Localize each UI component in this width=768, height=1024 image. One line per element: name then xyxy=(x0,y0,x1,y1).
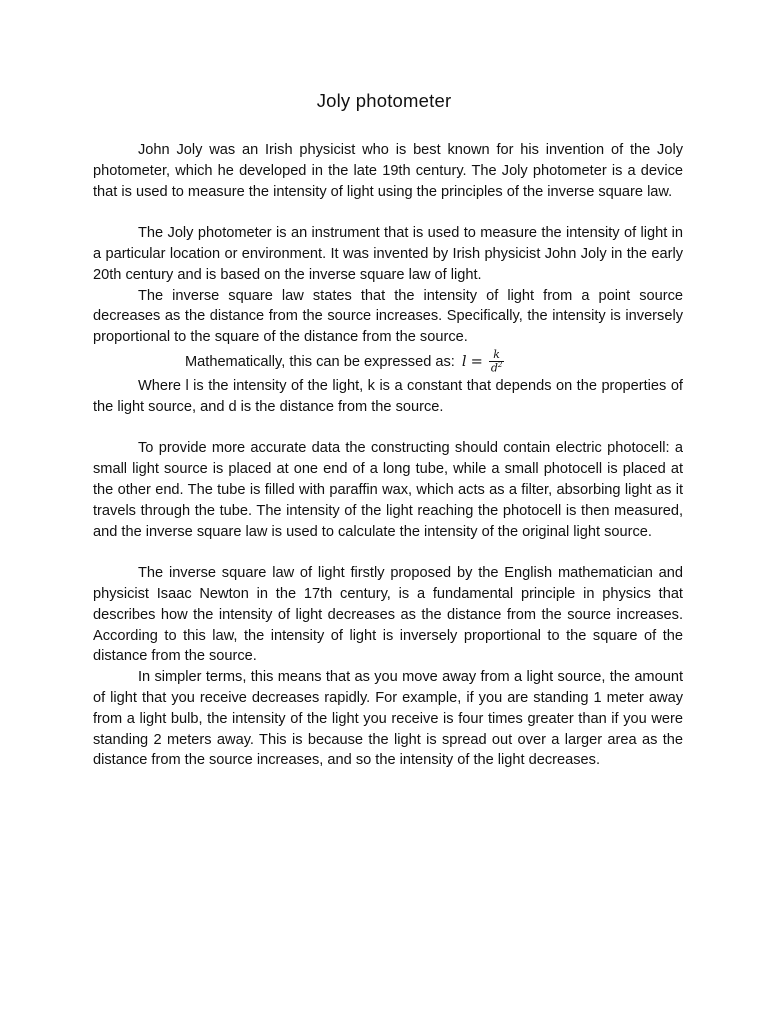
page-title: Joly photometer xyxy=(316,90,452,111)
formula-numerator: k xyxy=(493,348,500,362)
paragraph-photocell-construction: To provide more accurate data the constructing should contain electric photocell: a small light source is placed at one end of a long tube, while a small photocell is placed at the other end. The tube is filled with paraffin wax, which acts as a filter, absorbing light as it travels through the tube. The intensity of the light reaching the photocell is then measured, and the inverse square law is used to calculate the intensity of the original light source. xyxy=(93,440,683,540)
formula-denominator xyxy=(489,361,505,375)
formula-lhs: l xyxy=(461,353,467,371)
document-body xyxy=(93,140,683,771)
formula-equals: = xyxy=(470,353,483,371)
formula-line xyxy=(93,348,683,376)
formula-denominator-base: d xyxy=(490,361,498,375)
paragraph-simpler-terms: In simpler terms, this means that as you move away from a light source, the amount of light that you receive decreases rapidly. For example, if you are standing 1 meter away from a light bulb, the intensity of the light you receive is four times greater than if you were standing 2 meters away. This is because the light is spread out over a larger area as the distance from the source increases, and so the intensity of the light decreases. xyxy=(93,669,683,769)
paragraph-inverse-square-law: The inverse square law states that the intensity of light from a point source decreases as the distance from the source increases. Specifically, the intensity is inversely proportional to the square of the distance from the source. xyxy=(93,287,683,346)
formula-denominator-exponent: 2 xyxy=(497,361,503,370)
formula-intro: Mathematically, this can be expressed as: xyxy=(185,353,455,370)
paragraph-joly-intro: John Joly was an Irish physicist who is best known for his invention of the Joly photometer, which he developed in the late 19th century. The Joly photometer is a device that is used to measure the intensity of light using the principles of the inverse square law. xyxy=(93,142,683,200)
paragraph-formula-explanation: Where l is the intensity of the light, k is a constant that depends on the properties of the light source, and d is the distance from the source. xyxy=(93,377,683,415)
paragraph-photometer-description: The Joly photometer is an instrument that is used to measure the intensity of light in a particular location or environment. It was invented by Irish physicist John Joly in the early 20th century and is based on the inverse square law of light. xyxy=(93,225,683,283)
formula xyxy=(462,348,504,376)
paragraph-gap xyxy=(93,542,683,563)
formula-fraction xyxy=(489,349,505,375)
paragraph-gap xyxy=(93,202,683,223)
paragraph-gap xyxy=(93,418,683,439)
paragraph-newton-history: The inverse square law of light firstly proposed by the English mathematician and physicist Isaac Newton in the 17th century, is a fundamental principle in physics that describes how the intensity of light decreases as the distance from the source increases. According to this law, the intensity of light is inversely proportional to the square of the distance from the source. xyxy=(93,565,683,665)
